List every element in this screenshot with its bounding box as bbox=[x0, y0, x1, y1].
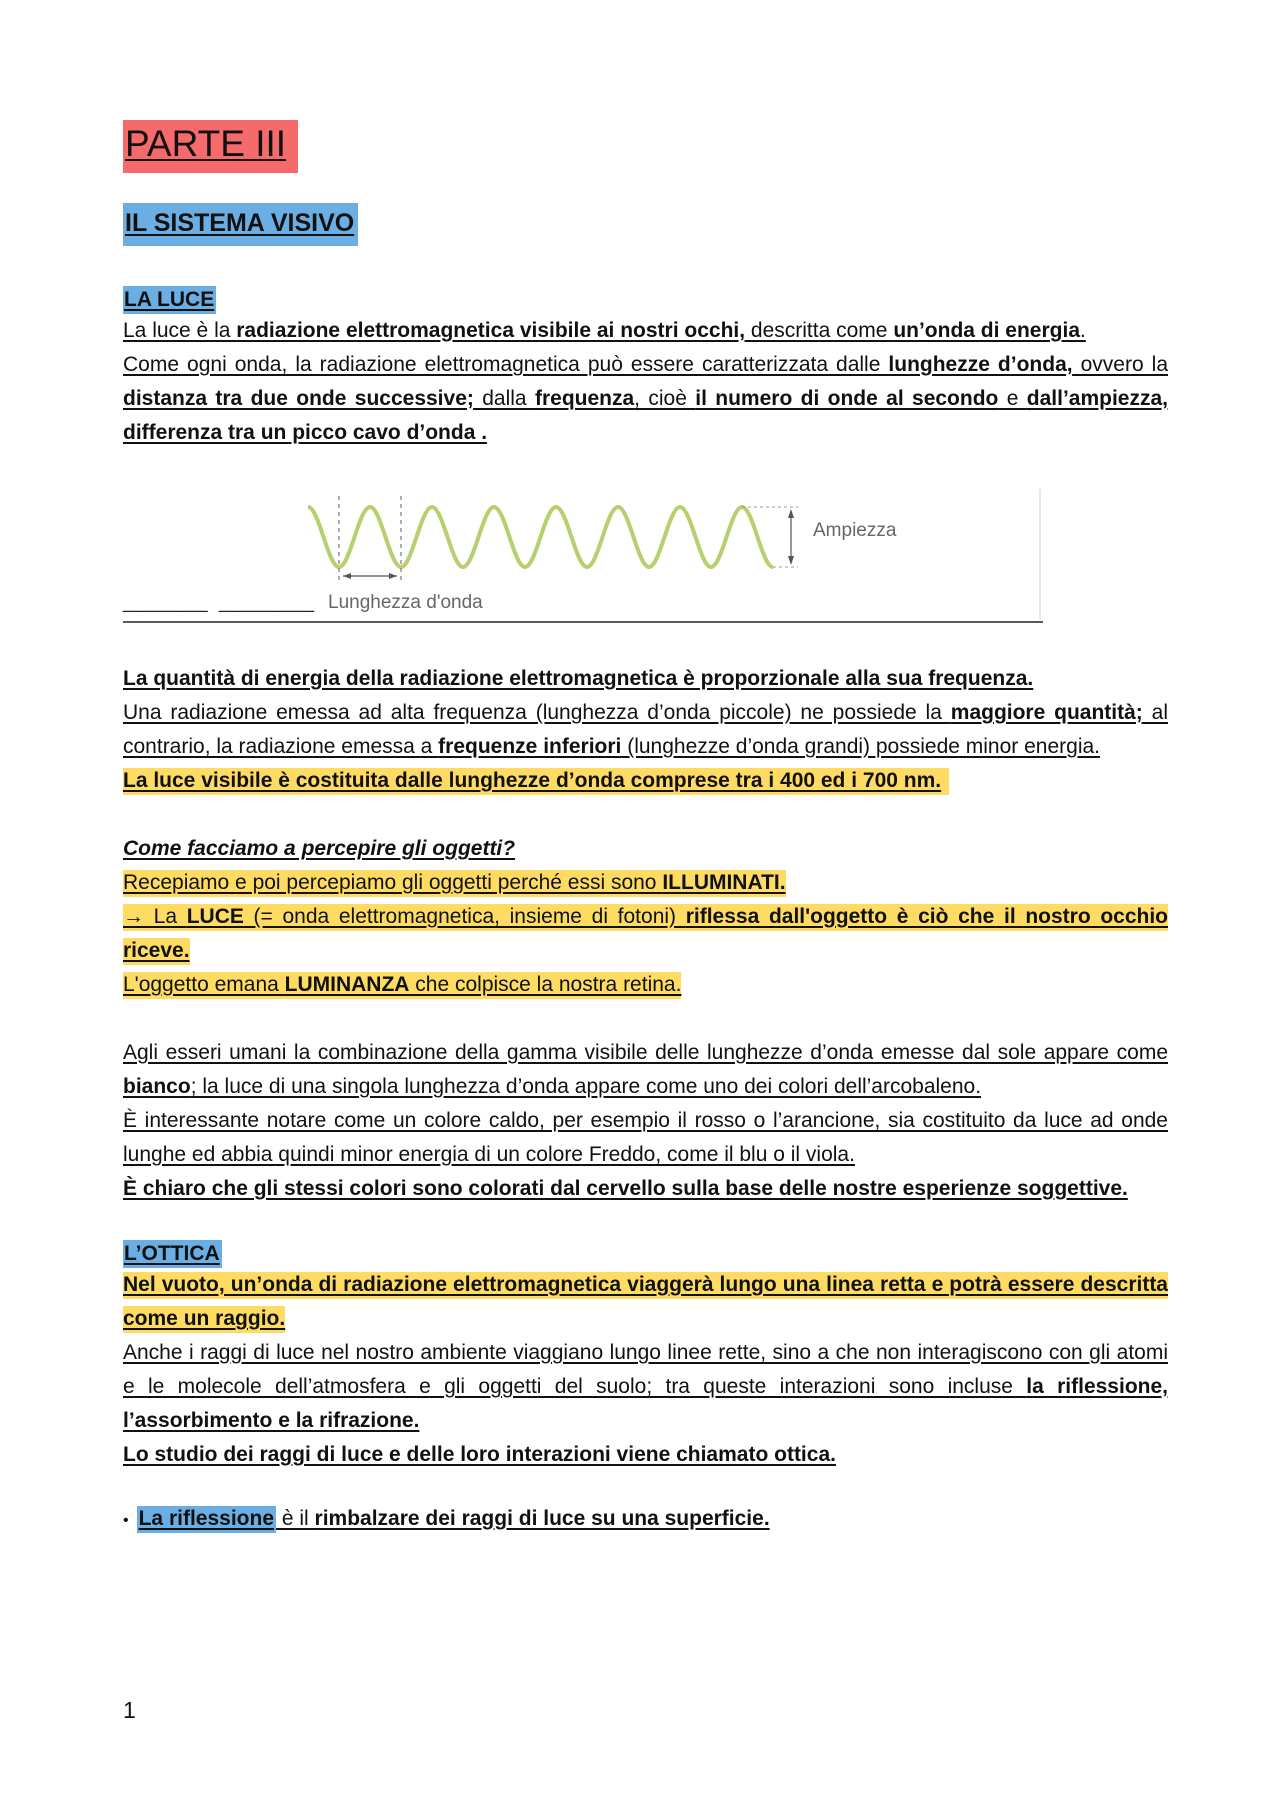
question-heading: Come facciamo a percepire gli oggetti? bbox=[123, 836, 516, 860]
paragraph-luminance bbox=[123, 972, 681, 999]
paragraph-visible-range: La luce visibile è costituita dalle lunghezze d’onda comprese tra i 400 ed i 700 nm. bbox=[123, 768, 949, 795]
page-title: PARTE III bbox=[123, 120, 298, 173]
amplitude-arrowhead-top bbox=[788, 509, 794, 518]
paragraph-subjective-colors: È chiaro che gli stessi colori sono colorati dal cervello sulla base delle nostre esperienze soggettive. bbox=[123, 1176, 1128, 1200]
paragraph-white-light bbox=[123, 1036, 1168, 1104]
text-span: L'oggetto emana bbox=[123, 972, 285, 996]
text-span: ovvero la bbox=[1072, 352, 1168, 376]
bullet-reflection bbox=[123, 1502, 1168, 1538]
bold-span: bianco bbox=[123, 1074, 191, 1098]
bold-span: frequenze inferiori bbox=[438, 734, 622, 758]
wave-figure bbox=[123, 484, 1043, 624]
paragraph-warm-colors: È interessante notare come un colore caldo, per esempio il rosso o l’arancione, sia costituito da luce ad onde lunghe ed abbia quindi minor energia di un colore Freddo, come il blu o il viola. bbox=[123, 1108, 1168, 1166]
text-span: . bbox=[1080, 318, 1086, 342]
text-span: Anche i raggi di luce nel nostro ambiente viaggiano lungo linee rette, sino a che non interagiscono con gli atomi e le molecole dell’atmosfera e gli oggetti del suolo; tra queste interazioni sono incluse bbox=[123, 1340, 1168, 1398]
section-heading-ottica: L’OTTICA bbox=[123, 1240, 222, 1268]
paragraph-reflected-light bbox=[123, 900, 1168, 968]
bold-span: lunghezze d’onda, bbox=[888, 352, 1073, 376]
bold-span: radiazione elettromagnetica visibile ai nostri occhi, bbox=[236, 318, 746, 342]
text-span: Agli esseri umani la combinazione della gamma visibile delle lunghezze d’onda emesse dal sole appare come bbox=[123, 1040, 1168, 1064]
text-span: descritta come bbox=[745, 318, 894, 342]
blank-line-1: ________ bbox=[123, 591, 208, 613]
highlight-span bbox=[123, 904, 1168, 965]
bullet-marker: • bbox=[123, 1511, 129, 1529]
chapter-subtitle: IL SISTEMA VISIVO bbox=[123, 203, 358, 246]
amplitude-label: Ampiezza bbox=[813, 519, 897, 541]
paragraph-visible-range-wrap bbox=[123, 764, 1168, 798]
text-span: è il bbox=[276, 1506, 315, 1530]
bold-span: la riflessione, l’assorbimento e la rifrazione. bbox=[123, 1374, 1168, 1432]
wavelength-label: Lunghezza d'onda bbox=[328, 591, 483, 613]
text-span: Recepiamo e poi percepiamo gli oggetti perché essi sono bbox=[123, 870, 663, 894]
paragraph-illuminated bbox=[123, 870, 786, 897]
page-number: 1 bbox=[123, 1697, 136, 1723]
text-span: ; la luce di una singola lunghezza d’onda appare come uno dei colori dell’arcobaleno. bbox=[190, 1074, 982, 1098]
amplitude-arrowhead-bottom bbox=[788, 556, 794, 565]
text-span: Una radiazione emessa ad alta frequenza (lunghezza d’onda piccole) ne possiede la bbox=[123, 700, 951, 724]
highlight-span: Nel vuoto, un’onda di radiazione elettromagnetica viaggerà lungo una linea retta e potrà essere descritta come un raggio. bbox=[123, 1272, 1168, 1333]
document-page bbox=[123, 120, 1168, 1538]
paragraph-light-interactions bbox=[123, 1336, 1168, 1438]
paragraph-luminance-wrap bbox=[123, 968, 1168, 1002]
bold-span: il numero di onde al secondo bbox=[695, 386, 999, 410]
bold-span: riflessa dall'oggetto è ciò che il nostro occhio riceve. bbox=[123, 904, 1168, 962]
paragraph-high-low-frequency bbox=[123, 696, 1168, 764]
wave-curve bbox=[308, 507, 773, 567]
section-heading-luce: LA LUCE bbox=[123, 286, 216, 314]
text-span: che colpisce la nostra retina. bbox=[409, 972, 682, 996]
bold-span: LUMINANZA bbox=[284, 972, 410, 996]
paragraph-optics-definition: Lo studio dei raggi di luce e delle loro interazioni viene chiamato ottica. bbox=[123, 1442, 836, 1466]
paragraph-vacuum-ray bbox=[123, 1268, 1168, 1336]
bold-span: rimbalzare dei raggi di luce su una superficie. bbox=[314, 1506, 770, 1530]
paragraph-energy-frequency: La quantità di energia della radiazione elettromagnetica è proporzionale alla sua frequenza. bbox=[123, 666, 1034, 690]
text-span: (= onda elettromagnetica, insieme di fotoni) bbox=[243, 904, 686, 928]
paragraph-illuminated-wrap bbox=[123, 866, 1168, 900]
bold-span: LUCE bbox=[186, 904, 244, 928]
bold-span: dall’ampiezza, differenza tra un picco cavo d’onda . bbox=[123, 386, 1168, 444]
question-heading-wrap bbox=[123, 832, 1168, 866]
text-span: , cioè bbox=[634, 386, 696, 410]
bold-span: ILLUMINATI. bbox=[662, 870, 786, 894]
blank-line-2: _________ bbox=[219, 591, 315, 613]
bold-span: frequenza bbox=[534, 386, 635, 410]
text-span: Come ogni onda, la radiazione elettromagnetica può essere caratterizzata dalle bbox=[123, 352, 889, 376]
wavelength-arrowhead-left bbox=[343, 573, 351, 579]
bold-span: maggiore quantità; bbox=[950, 700, 1143, 724]
text-span: La luce è la bbox=[123, 318, 237, 342]
paragraph-wave-properties bbox=[123, 348, 1168, 450]
bold-span: un’onda di energia bbox=[893, 318, 1080, 342]
text-span: al contrario, la radiazione emessa a bbox=[123, 700, 1168, 758]
term-reflection: La riflessione bbox=[137, 1506, 276, 1533]
paragraph-luce-definition bbox=[123, 314, 1168, 348]
wavelength-arrowhead-right bbox=[389, 573, 397, 579]
text-span: dalla bbox=[473, 386, 535, 410]
text-span: (lunghezze d’onda grandi) possiede minor energia. bbox=[621, 734, 1101, 758]
bold-span: distanza tra due onde successive; bbox=[123, 386, 474, 410]
text-span: e bbox=[998, 386, 1027, 410]
text-span: → La bbox=[123, 904, 187, 928]
